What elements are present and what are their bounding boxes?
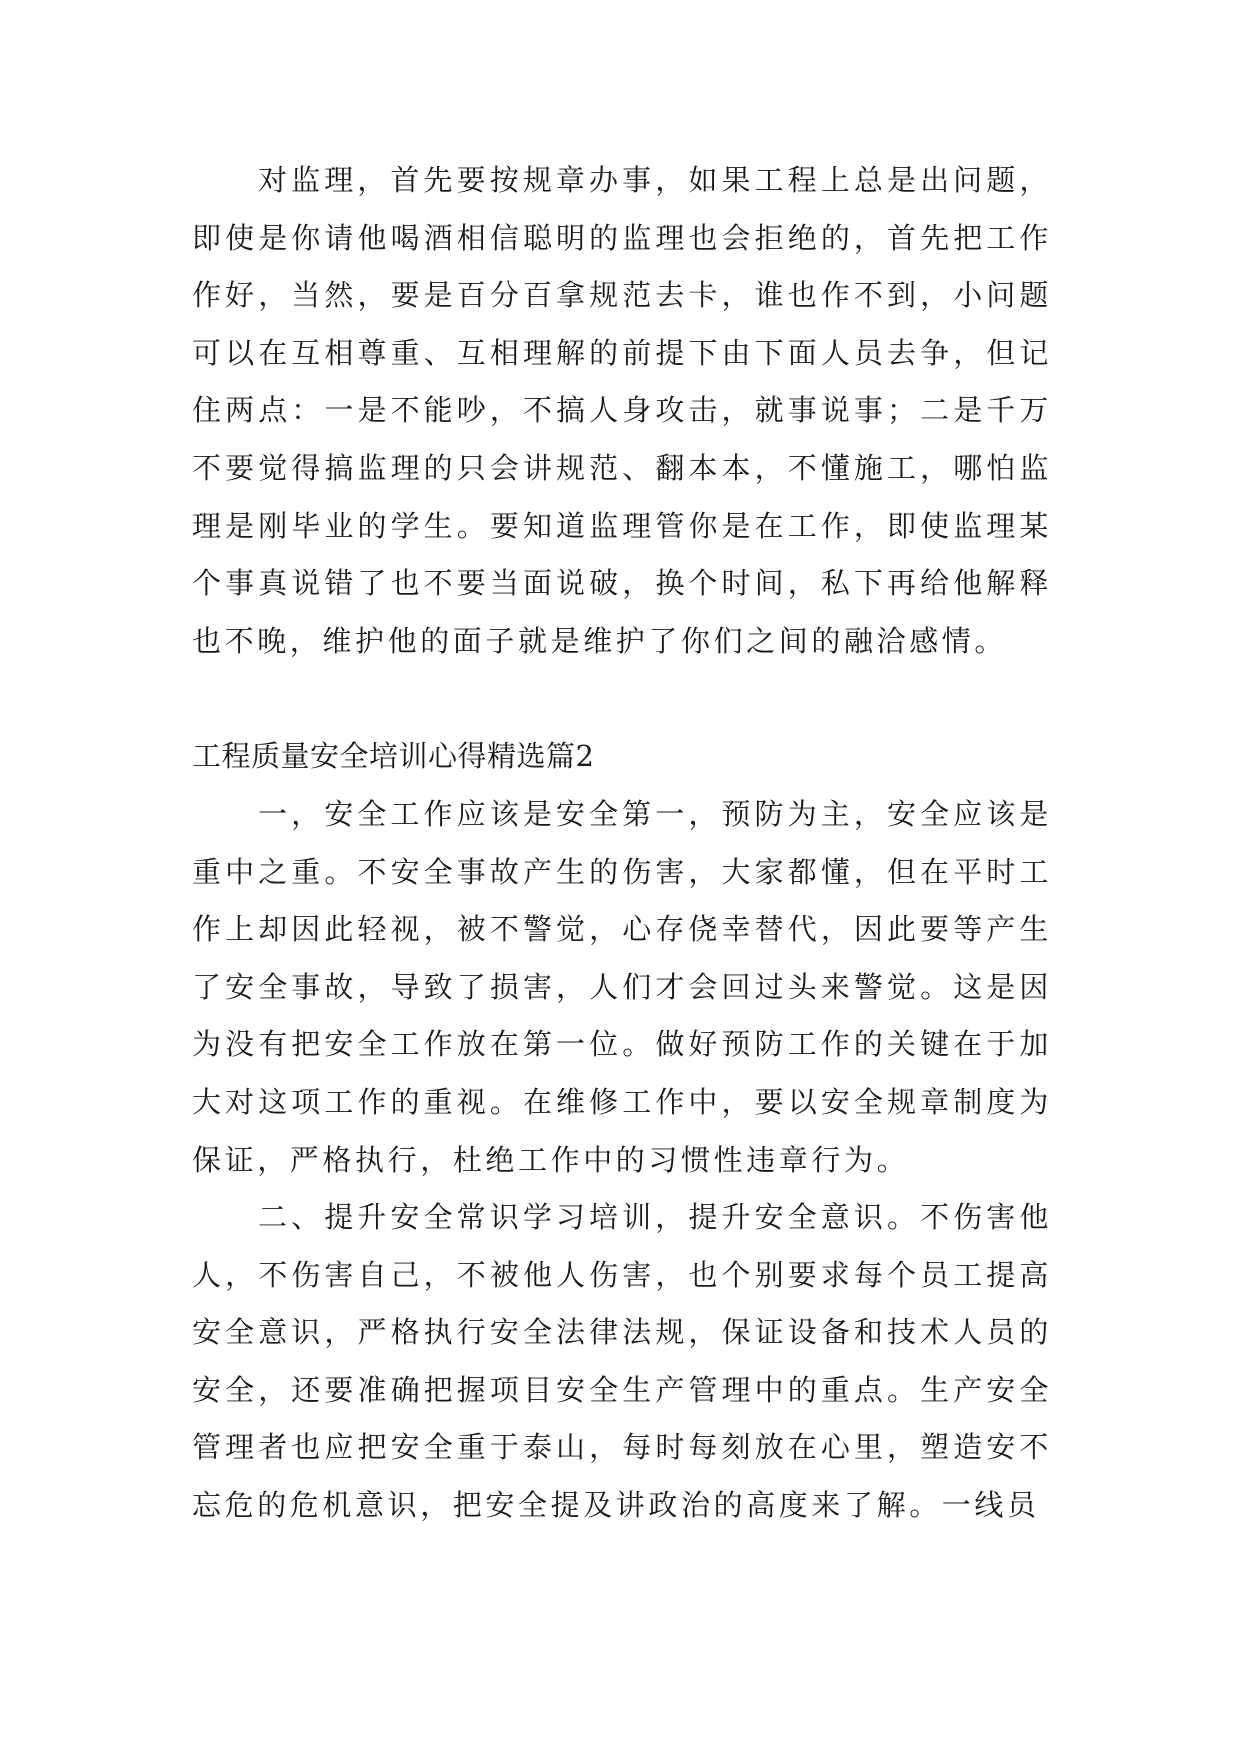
paragraph-safety-first: 一，安全工作应该是安全第一，预防为主，安全应该是重中之重。不安全事故产生的伤害，大家都懂，但在平时工作上却因此轻视，被不警觉，心存侥幸替代，因此要等产生了安全事故，导致了损害，人们才会回过头来警觉。这是因为没有把安全工作放在第一位。做好预防工作的关键在于加大对这项工作的重视。在维修工作中，要以安全规章制度为保证，严格执行，杜绝工作中的习惯性违章行为。 (192, 796, 1052, 1177)
paragraph-safety-training: 二、提升安全常识学习培训，提升安全意识。不伤害他人，不伤害自己，不被他人伤害，也个别要求每个员工提高安全意识，严格执行安全法律法规，保证设备和技术人员的安全，还要准确把握项目安全生产管理中的重点。生产安全管理者也应把安全重于泰山，每时每刻放在心里，塑造安不忘危的危机意识，把安全提及讲政治的高度来了解。一线员 (192, 1200, 1052, 1523)
paragraph-supervision: 对监理，首先要按规章办事，如果工程上总是出问题，即使是你请他喝酒相信聪明的监理也会拒绝的，首先把工作作好，当然，要是百分百拿规范去卡，谁也作不到，小问题可以在互相尊重、互相理解的前提下由下面人员去争，但记住两点：一是不能吵，不搞人身攻击，就事说事；二是千万不要觉得搞监理的只会讲规范、翻本本，不懂施工，哪怕监理是刚毕业的学生。要知道监理管你是在工作，即使监理某个事真说错了也不要当面说破，换个时间，私下再给他解释也不晚，维护他的面子就是维护了你们之间的融洽感情。 (192, 163, 1052, 658)
document-body (192, 152, 1052, 1535)
section-title: 工程质量安全培训心得精选篇2 (192, 739, 595, 774)
